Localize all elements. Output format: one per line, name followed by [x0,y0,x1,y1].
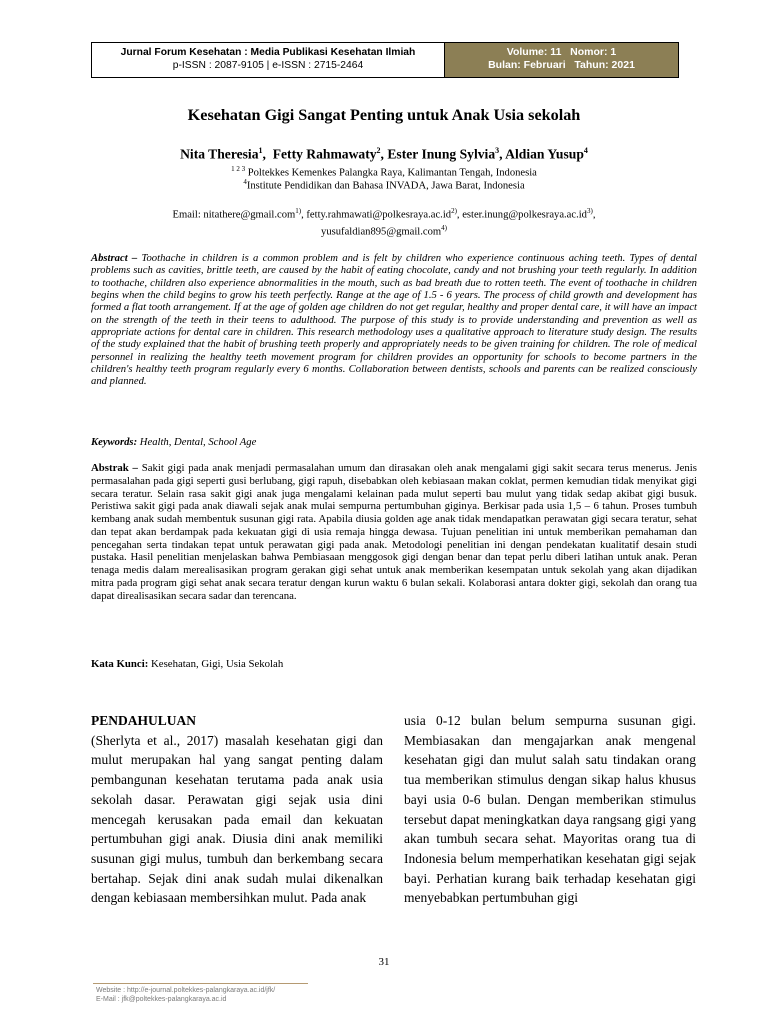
email-sup: 2) [451,207,457,215]
section-heading: PENDAHULUAN [91,713,197,728]
body-column-left [91,711,383,908]
keywords-indonesian [91,658,283,670]
email-sup: 4) [441,223,447,232]
journal-info [92,43,445,77]
body-column-right [404,711,696,908]
kata-kunci-label: Kata Kunci: [91,658,149,670]
email-sep: , [301,209,307,221]
email-sep: , [592,209,596,221]
kata-kunci-text: Kesehatan, Gigi, Usia Sekolah [151,658,284,670]
footer-email[interactable]: E-Mail : jfk@poltekkes-palangkaraya.ac.id [96,996,227,1003]
footer-website[interactable]: Website : http://e-journal.poltekkes-palangkaraya.ac.id/jfk/ [96,987,276,994]
journal-name: Jurnal Forum Kesehatan : Media Publikasi Kesehatan Ilmiah [120,47,416,58]
abstract-indonesian [91,462,697,602]
email-link[interactable]: fetty.rahmawati@polkesraya.ac.id [306,209,452,221]
affiliation-sup: 4 [243,178,247,186]
issue-date: Bulan: Februari Tahun: 2021 [488,59,635,71]
author-emails [0,205,768,238]
affiliation-text: Institute Pendidikan dan Bahasa INVADA, Jawa Barat, Indonesia [246,180,525,192]
email-link[interactable]: yusufaldian895@gmail.com [321,226,442,238]
author-sup: 3 [495,146,500,155]
author-sep: , [262,146,273,162]
footer-divider [93,983,308,984]
email-sup: 3) [586,207,593,215]
keywords-text: Health, Dental, School Age [139,437,257,448]
issue-volume: Volume: 11 Nomor: 1 [506,46,617,58]
body-paragraph: (Sherlyta et al., 2017) masalah kesehatan gigi dan mulut merupakan hal yang sangat penting dalam pembangunan kesehatan terutama pada anak usia sekolah dasar. Perawatan gigi sejak usia dini mencegah kerusakan pada email dan kekuatan pertumbuhan gigi anak. Diusia dini anak memiliki susunan gigi mulus, tumbuh dan berkembang secara bertahap. Sejak dini anak sudah mulai dikenalkan dengan kebiasaan membersihkan mulut. Pada anak [91,732,383,906]
journal-header [91,42,679,78]
author-name: Nita Theresia [180,146,259,162]
abstrak-label: Abstrak – [91,462,138,474]
abstract-text: Toothache in children is a common problem and is felt by children who experience continuous aching teeth. Types of dental problems such as cavities, brittle teeth, are caused by the habit of eating chocolate, candy and not brushing your teeth regularly. In addition to toothache, children also experience abnormalities in the mouth, such as bad breath due to rotten teeth. The event of toothache in children begins when the child begins to grow his teeth perfectly. Range at the age of 1.5 - 6 years. The process of child growth and development has formed a flat tooth arrangement. If at the age of golden age children do not get regular, healthy and proper dental care, it will have an impact on the strength of the teeth in their teens to adulthood. The purpose of this study is to provide understanding and prevention as well as appropriate actions for dental care in children. This research methodology uses a qualitative approach to literature study design. The results of the study explained that the habit of brushing teeth properly and appropriately needs to be given training for children. The role of medical personnel in realizing the healthy teeth movement program for children provides an opportunity for schools to become partners in the children's healthy teeth program regularly every 6 months. Collaboration between dentists, schools and parents can be realized consciously and planned. [91,253,697,388]
email-sep: , [456,209,463,221]
abstract-english [91,253,697,389]
page-number: 31 [378,956,390,968]
email-link[interactable]: nitathere@gmail.com [203,209,296,221]
issue-info [445,43,678,77]
author-sep: , [499,146,506,162]
page-footer [96,986,275,1004]
paper-title: Kesehatan Gigi Sangat Penting untuk Anak Usia sekolah [187,106,581,124]
author-sup: 1 [258,146,263,155]
affiliation-1 [0,165,768,179]
affiliation-text: Poltekkes Kemenkes Palangka Raya, Kalimantan Tengah, Indonesia [245,167,537,179]
body-paragraph: usia 0-12 bulan belum sempurna susunan gigi. Membiasakan dan mengajarkan anak mengenal kesehatan gigi dan mulut salah satu tindakan orang tua memberikan stimulus dengan sikap halus khusus bayi usia 0-6 bulan. Dengan memberikan stimulus tersebut dapat meningkatkan daya rangsang gigi yang akan tumbuh secara sehat. Mayoritas orang tua di Indonesia belum memperhatikan kesehatan gigi sejak bayi. Perhatian kurang baik terhadap kesehatan gigi menyebabkan pertumbuhan gigi [404,713,696,906]
affiliation-sup: 1 2 3 [231,165,246,173]
author-name: Aldian Yusup [505,146,584,162]
author-name: Fetty Rahmawaty [272,146,377,162]
author-sup: 2 [376,146,381,155]
email-link[interactable]: ester.inung@polkesraya.ac.id [462,209,587,221]
email-sup: 1) [295,207,302,215]
email-label: Email: [172,209,204,221]
keywords-english [91,437,256,448]
author-name: Ester Inung Sylvia [387,146,496,162]
journal-issn: p-ISSN : 2087-9105 | e-ISSN : 2715-2464 [172,60,364,71]
abstrak-text: Sakit gigi pada anak menjadi permasalahan umum dan dirasakan oleh anak mengalami gigi sakit secara terus menerus. Jenis permasalahan pada gigi seperti gusi berlubang, gigi rapuh, disebabkan oleh kebiasaan makan coklat, permen kemudian tidak menyikat gigi secara teratur. Selain rasa sakit gigi anak juga mengalami kelainan pada mulut seperti bau mulut yang tidak sedap akibat gigi busuk. Peristiwa sakit gigi pada anak diawali sejak anak mulai sempurna pertumbuhan giginya. Berkisar pada usia 1,5 – 6 tahun. Proses tumbuh kembang anak sudah membentuk susunan gigi rata. Apabila diusia golden age anak tidak mendapatkan perawatan gigi secara teratur, sehat dan tepat akan berdampak pada kekuatan gigi di usia remaja hingga dewasa. Tujuan penelitian ini untuk memberikan pemahaman dan pencegahan serta tindakan tepat untuk perawatan gigi pada anak. Metodologi penelitian ini dengan pendekatan kualitatif desain studi pustaka. Hasil penelitian menjelaskan bahwa Pembiasaan menggosok gigi dengan benar dan tepat perlu diberi latihan untuk anak. Peran tenaga medis dalam merealisasikan program gerakan gigi sehat untuk anak memberikan kesempatan untuk sekolah yang akan dijadikan mitra pada program gigi sehat anak secara teratur dengan kurun waktu 6 bulan sekali. Kolaborasi antara dokter gigi, sekolah dan orang tua dapat direalisasikan secara sadar dan terencana. [91,462,697,602]
author-sep: , [380,146,388,162]
author-list [0,146,768,163]
abstract-label: Abstract – [91,253,138,264]
affiliation-2 [0,178,768,192]
keywords-label: Keywords: [91,437,138,448]
author-sup: 4 [583,146,588,155]
